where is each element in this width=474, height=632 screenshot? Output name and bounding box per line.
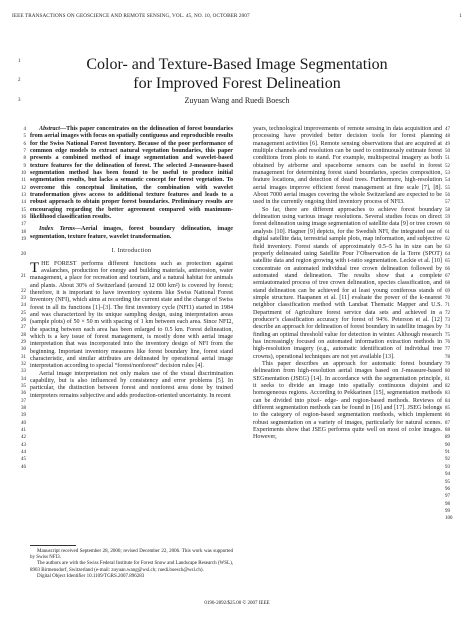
line-number: 25 [21,310,26,316]
line-number: 36 [21,391,26,397]
authors: Zuyuan Wang and Ruedi Boesch [184,96,290,105]
line-number: 69 [445,288,450,294]
line-number: 53 [445,171,450,177]
line-number: 5 [23,134,26,140]
line-number: 28 [21,332,26,338]
line-number: 71 [445,303,450,309]
line-number: 45 [21,457,26,463]
line-number: 44 [21,450,26,456]
right-line-numbers [445,126,459,523]
line-number: 57 [445,200,450,206]
line-number [14,266,26,273]
line-number: 63 [445,244,450,250]
line-number: 39 [21,413,26,419]
line-number: 15 [21,207,26,213]
line-number: 96 [445,486,450,492]
line-number: 6 [23,141,26,147]
line-number: 74 [445,325,450,331]
line-number: 67 [445,273,450,279]
line-number: 80 [445,369,450,375]
line-number: 99 [445,508,450,514]
line-number: 87 [445,420,450,426]
line-number: 90 [445,442,450,448]
line-number: 9 [23,163,26,169]
abstract-text: This paper concentrates on the delineation of forest boundaries from aerial images with focus on spatially contiguous and reproducible results for the Swiss National Forest Inventory. Because of the poor performance of common edge models to extract natural vegetation boundaries, this paper presents a combined method of image segmentation and wavelet-based texture features for the delineation of forest. The selected J-measure-based segmentation method has been found to be useful to produce initial segmentation results, but lacks a semantic concept for forest vegetation. To overcome this conceptual limitation, the combination with wavelet transformation gives access to additional texture features and leads to a robust approach to obtain proper forest boundaries. Preliminary results are encouraging regarding the better agreement compared with maximum-likelihood classification results. [30,126,233,221]
line-number: 23 [21,295,26,301]
right-column [253,126,442,442]
line-number: 26 [21,317,26,323]
index-terms: Index Terms—Aerial images, forest boundary delineation, image segmentation, texture feature, wavelet transformation. [30,226,233,240]
line-number: 35 [21,384,26,390]
line-number: 85 [445,406,450,412]
line-number: 46 [21,464,26,470]
index-terms-label: Index Terms [39,226,75,233]
line-number: 68 [445,281,450,287]
left-column [30,126,233,400]
drop-cap: T [30,259,40,276]
line-number: 93 [445,464,450,470]
line-number: 75 [445,332,450,338]
title-line: for Improved Forest Delineation [133,75,341,92]
line-number: 61 [445,229,450,235]
line-number: 29 [21,339,26,345]
line-number: 64 [445,251,450,257]
line-number: 49 [445,141,450,147]
line-number: 24 [21,303,26,309]
footnotes [30,549,233,580]
line-number: 40 [21,420,26,426]
copyright: 0196-2892/$25.00 © 2007 IEEE [204,601,270,606]
line-number: 86 [445,413,450,419]
line-number: 12 [21,185,26,191]
line-number: 52 [445,163,450,169]
line-number: 17 [21,222,26,228]
left-line-numbers [14,126,26,471]
line-number: 82 [445,384,450,390]
line-number: 50 [445,149,450,155]
line-number: 62 [445,237,450,243]
intro-paragraph [30,261,233,371]
page-number: 1 [459,13,462,19]
line-number: 73 [445,317,450,323]
intro-paragraph-2: Aerial image interpretation not only makes use of the visual discrimination capability, but is also influenced by consistency and error problems [5]. In particular, the distinction between forest and nonforest area done by trained interpreters remains subjective and adds production-oriented uncertainty. In recent [30,370,233,399]
line-number: 27 [21,325,26,331]
footnote-affiliation: The authors are with the Swiss Federal Institute for Forest Snow and Landscape Research (WSL), 8903 Birmensdorf, Switzerland (e-mail: zuyuan.wang@wsl.ch; ruedi.boesch@wsl.ch). [30,561,233,573]
line-number: 83 [445,391,450,397]
line-number: 48 [445,134,450,140]
line-number: 55 [445,185,450,191]
line-number: 8 [23,156,26,162]
line-number [14,280,26,287]
body-paragraph: So far, there are different approaches to achieve forest boundary delineation using various image resolutions. Several studies focus on direct forest delineation using image segmentation of satellite data [9] or tree crown analysis [10]. Hagner [9] depicts, for the Swedish NFI, the integrated use of digital satellite data, terrestrial sample plots, map information, and subjective field inventory. Forest stands of approximately 0.5–5 ha in size can be properly delineated using Satellite Pour l’Observation de la Terre (SPOT) satellite data and region growing with t-ratio segmentation. Leckie et al. [10] concentrate on automated individual tree crown delineation followed by automated stand delineation. The results show that a complete semiautomated process of tree crown delineation, species classification, and stand delineation can be achieved for at least young coniferous stands of simple structure. Haapanen et al. [11] evaluate the power of the k-nearest neighbor classification method with Landsat Thematic Mapper and U.S. Department of Agriculture forest service data sets and achieved in a producer’s classification accuracy for forest of 94%. Peterson et al. [12] describe an approach for delineation of forest boundary in satellite images by finding an optimal threshold value for detection in winter. Although research has increasingly focused on automated information extraction methods in high-resolution imagery (e.g., automatic identification of individual tree crowns), operational techniques are not yet available [13]. [253,206,443,360]
line-number: 56 [445,193,450,199]
body-paragraph: This paper describes an approach for automatic forest boundary delineation from high-resolution aerial images based on J-measure-based SEGmentation (JSEG) [14]. In accordance with the segmentation principle, it seeks to divide an image into spatially continuous disjoint and homogeneous regions. According to Pekkarinen [15], segmentation methods can be divided into pixel- edge- and region-based methods. Reviews of different segmentation methods can be found in [16] and [17]. JSEG belongs to the category of region-based segmentation methods, which implement robust segmentation on a variety of images, particularly for natural scenes. Experiments show that JSEG performs quite well on most of color images. However, [253,361,442,441]
line-number: 21 [21,273,26,279]
line-number: 54 [445,178,450,184]
journal-header: IEEE TRANSACTIONS ON GEOSCIENCE AND REMOTE SENSING, VOL. 45, NO. 10, OCTOBER 2007 [12,13,250,19]
line-number: 22 [21,288,26,294]
line-number: 43 [21,442,26,448]
line-number: 91 [445,450,450,456]
line-number: 33 [21,369,26,375]
line-number: 1 [18,59,21,64]
running-header [12,13,462,23]
line-number: 58 [445,207,450,213]
line-number: 72 [445,310,450,316]
line-number: 30 [21,347,26,353]
line-number: 3 [18,98,21,103]
line-number: 92 [445,457,450,463]
line-number: 95 [445,479,450,485]
body-paragraph: years, technological improvements of remote sensing in data acquisition and processing have provided better decision tools for forest planning management activities [6]. Remote sensing observations that are acquired at multiple channels and resolution can be used to continuously estimate forest conditions from plots to stand. For example, multispectral imagery as both obtained by airborne and spaceborne sensors can be useful in forest management for determining forest stand boundaries, species composition, feature locations, and detection of dead trees. Furthermore, high-resolution aerial images improve efficient forest management at fine scale [7], [8]. About 7000 aerial images covering the whole Switzerland are expected to be used in the currently ongoing third inventory process of NFI3. [253,126,442,206]
intro-text: HE FOREST performs different functions such as protection against avalanches, production for energy and building materials, antierosion, water management, a place for recreation and tourism, and a natural habitat for animals and plants. About 30% of Switzerland (around 12 000 km²) is covered by forest; therefore, it is important to have inventory systems like Swiss National Forest Inventory (NFI), which aims at recording the current state and the change of Swiss forest in all its functions [1]–[3]. The first inventory cycle (NFI1) started in 1984 and was characterized by its unique sampling design, using interpretation areas (sample plots) of 50 × 50 m with spacing of 1 km between each area. Since NFI2, the spacing between each area has been enlarged to 0.5 km. Forest delineation, which is a key issue of forest management, is mostly done with aerial image interpretation that was incorporated into the inventory design of NFI from the beginning. Important inventory measures like forest boundary line, forest stand characteristic, and similar attributes are delineated by operational aerial image interpretation according to special “forest/nonforest” decision rules [4]. [30,260,233,370]
index-terms-text: Aerial images, forest boundary delineation, image segmentation, texture feature, wavelet transformation. [30,226,233,240]
line-number: 42 [21,435,26,441]
line-number: 10 [21,171,26,177]
line-number: 13 [21,193,26,199]
line-number: 16 [21,215,26,221]
line-number: 32 [21,362,26,367]
footnote-doi: Digital Object Identifier 10.1109/TGRS.2007.896283 [37,573,145,579]
line-number: 81 [445,376,450,382]
line-number: 66 [445,266,450,272]
line-number: 41 [21,428,26,434]
line-number: 7 [23,149,26,155]
line-number [14,258,26,265]
line-number: 88 [445,428,450,434]
line-number: 84 [445,398,450,404]
line-number: 38 [21,406,26,412]
line-number: 4 [23,127,26,132]
section-heading: I. Introduction [111,248,152,255]
line-number: 89 [445,435,450,441]
line-number: 18 [21,229,26,235]
line-number: 78 [445,354,450,360]
line-number: 94 [445,472,450,478]
line-number: 31 [21,354,26,360]
line-number: 37 [21,398,26,404]
title-line: Color- and Texture-Based Image Segmentation [86,56,388,73]
line-number: 98 [445,501,450,507]
line-number: 76 [445,339,450,345]
line-number: 65 [445,259,450,265]
line-number: 19 [21,237,26,243]
line-number: 51 [445,156,450,162]
line-number: 97 [445,494,450,500]
line-number [14,244,26,251]
line-number: 47 [445,127,450,132]
abstract-label: Abstract [39,126,60,132]
line-number: 60 [445,222,450,228]
line-number: 100 [445,516,453,522]
footnote-rule [30,545,76,546]
line-number: 59 [445,215,450,221]
line-number: 14 [21,200,26,206]
abstract: Abstract—This paper concentrates on the delineation of forest boundaries from aerial images with focus on spatially contiguous and reproducible results for the Swiss National Forest Inventory. Because of the poor performance of common edge models to extract natural vegetation boundaries, this paper presents a combined method of image segmentation and wavelet-based texture features for the delineation of forest. The selected J-measure-based segmentation method has been found to be useful to produce initial segmentation results, but lacks a semantic concept for forest vegetation. To overcome this conceptual limitation, the combination with wavelet transformation gives access to additional texture features and leads to a robust approach to obtain proper forest boundaries. Preliminary results are encouraging regarding the better agreement compared with maximum-likelihood classification results. [30,126,233,221]
footnote-received: Manuscript received September 28, 2006; revised December 22, 2006. This work was supported by Swiss NFI3. [30,549,233,561]
line-number: 77 [445,347,450,353]
line-number: 11 [21,178,26,184]
line-number: 20 [21,251,26,257]
line-number: 79 [445,362,450,367]
line-number: 34 [21,376,26,382]
line-number: 70 [445,295,450,301]
line-number: 2 [18,78,21,83]
paper-title [40,55,434,93]
